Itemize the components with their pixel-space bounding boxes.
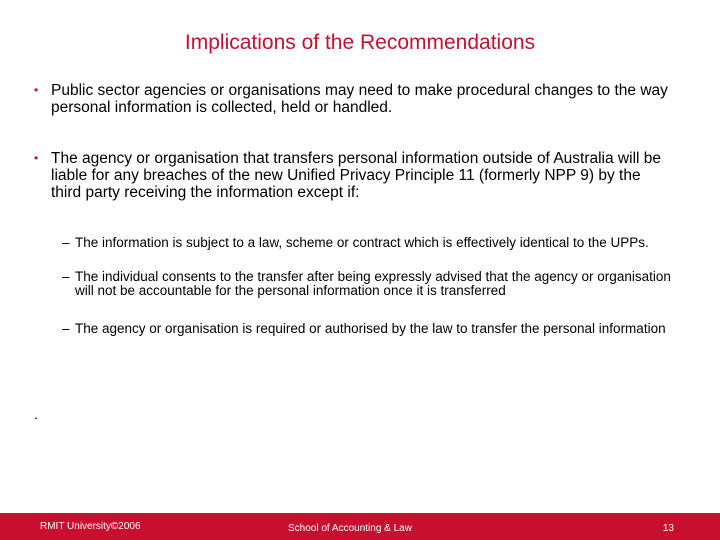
bullet-text: Public sector agencies or organisations may need to make procedural changes to the way personal information is collected, held or handled. <box>51 82 668 116</box>
bullet-marker: • <box>34 151 39 165</box>
slide-title: Implications of the Recommendations <box>184 31 536 54</box>
sub-bullet-text: The individual consents to the transfer after being expressly advised that the agency or organisation will not be accountable for the personal information once it is transferred <box>75 269 671 298</box>
stray-mark: . <box>34 406 38 422</box>
footer-bar <box>0 513 720 540</box>
bullet-text: The agency or organisation that transfers personal information outside of Australia will be liable for any breaches of the new Unified Privacy Principle 11 (formerly NPP 9) by the third party receiving the information except if: <box>51 150 662 201</box>
sub-bullet-text: The agency or organisation is required or authorised by the law to transfer the personal information <box>75 321 666 336</box>
sub-bullet-marker: – <box>62 269 70 284</box>
sub-bullet-individual-consent <box>62 270 692 297</box>
bullet-item-procedural-changes <box>34 82 674 116</box>
page-number: 13 <box>662 523 674 534</box>
footer-copyright: RMIT University©2006 <box>40 521 141 532</box>
sub-bullet-marker: – <box>62 235 70 250</box>
footer-school-name: School of Accounting & Law <box>288 523 412 534</box>
sub-bullet-marker: – <box>62 321 70 336</box>
bullet-item-transfer-liability <box>34 150 674 201</box>
sub-bullet-law-scheme <box>62 236 692 250</box>
bullet-marker: • <box>34 83 39 97</box>
sub-bullet-text: The information is subject to a law, scheme or contract which is effectively identical to the UPPs. <box>75 235 649 250</box>
sub-bullet-required-by-law <box>62 322 692 336</box>
